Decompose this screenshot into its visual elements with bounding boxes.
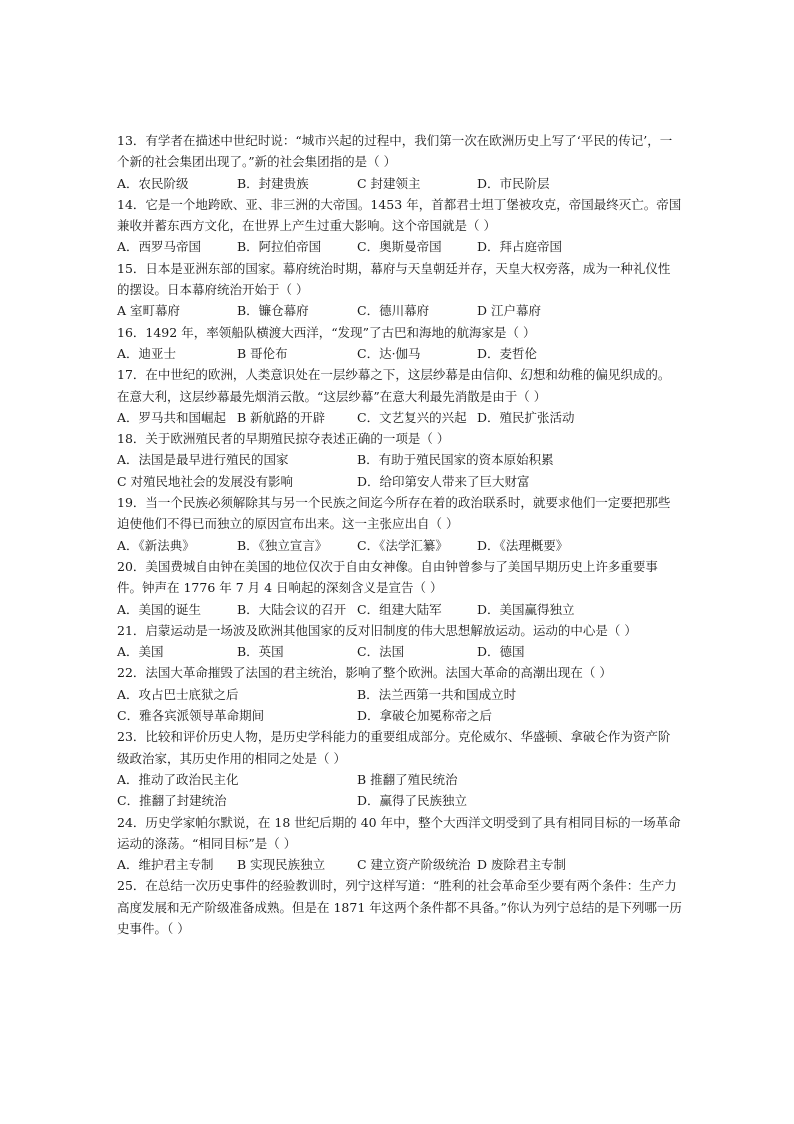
option-d[interactable]: D．赢得了民族独立 [357,793,468,809]
options-row [117,684,682,705]
option-d[interactable]: D．美国赢得独立 [477,601,575,617]
option-c[interactable]: C 建立资产阶级统治 [357,857,471,873]
question-stem: 17．在中世纪的欧洲，人类意识处在一层纱幕之下，这层纱幕是由信仰、幻想和幼稚的偏见织成的。在意大利，这层纱幕最先烟消云散。“这层纱幕”在意大利最先消散是由于（ ） [117,367,671,404]
question-item [117,556,682,620]
option-d[interactable]: D．拿破仑加冕称帝之后 [357,708,493,724]
options-row [117,343,682,364]
options-row [117,535,682,556]
question-item [117,726,682,811]
option-c[interactable]: C．《法学汇纂》 [357,537,448,553]
option-b[interactable]: B 新航路的开辟 [237,409,326,425]
question-stem: 19．当一个民族必须解除其与另一个民族之间迄今所存在着的政治联系时，就要求他们一定要把那些迫使他们不得已而独立的原因宣布出来。这一主张应出自（ ） [117,495,671,532]
options-row [117,705,682,726]
option-b[interactable]: B．大陆会议的召开 [237,601,347,617]
option-b[interactable]: B．阿拉伯帝国 [237,239,322,255]
option-a[interactable]: A．迪亚士 [117,345,177,361]
option-b[interactable]: B．镰仓幕府 [237,303,309,319]
question-stem: 13．有学者在描述中世纪时说：“城市兴起的过程中，我们第一次在欧洲历史上写了‘平民的传记’，一个新的社会集团出现了。”新的社会集团指的是（ ） [117,133,673,170]
option-a[interactable]: A．法国是最早进行殖民的国家 [117,452,289,468]
option-d[interactable]: D 废除君主专制 [477,857,566,873]
question-item [117,428,682,492]
option-d[interactable]: D．拜占庭帝国 [477,239,563,255]
option-b[interactable]: B．法兰西第一共和国成立时 [357,686,517,702]
option-a[interactable]: A 室町幕府 [117,303,181,319]
options-row [117,173,682,194]
question-stem: 18．关于欧洲殖民者的早期殖民掠夺表述正确的一项是（ ） [117,431,450,447]
option-c[interactable]: C．雅各宾派领导革命期间 [117,708,265,724]
question-item [117,364,682,428]
question-item [117,662,682,726]
question-item [117,492,682,556]
question-stem: 16．1492 年，率领船队横渡大西洋，“发现”了古巴和海地的航海家是（ ） [117,324,536,340]
option-d[interactable]: D 江户幕府 [477,303,541,319]
options-row [117,471,682,492]
option-d[interactable]: D．殖民扩张活动 [477,409,575,425]
option-c[interactable]: C．推翻了封建统治 [117,793,227,809]
option-c[interactable]: C 封建领主 [357,175,421,191]
options-row [117,790,682,811]
question-item [117,322,682,365]
option-a[interactable]: A．《新法典》 [117,537,195,553]
option-a[interactable]: A．农民阶级 [117,175,189,191]
option-d[interactable]: D．《法理概要》 [477,537,569,553]
option-c[interactable]: C．奥斯曼帝国 [357,239,442,255]
option-a[interactable]: A．推动了政治民主化 [117,771,239,787]
option-c[interactable]: C 对殖民地社会的发展没有影响 [117,473,294,489]
option-a[interactable]: A．维护君主专制 [117,857,214,873]
question-stem: 20．美国费城自由钟在美国的地位仅次于自由女神像。自由钟曾参与了美国早期历史上许多重要事件。钟声在 1776 年 7 月 4 日响起的深刻含义是宣告（ ） [117,558,658,596]
options-row [117,236,682,257]
option-c[interactable]: C．德川幕府 [357,303,430,319]
options-row [117,300,682,321]
option-b[interactable]: B 实现民族独立 [237,857,326,873]
option-b[interactable]: B．《独立宣言》 [237,537,328,553]
options-row [117,599,682,620]
options-row [117,769,682,790]
option-c[interactable]: C．文艺复兴的兴起 [357,409,467,425]
question-item [117,620,682,663]
option-d[interactable]: D．给印第安人带来了巨大财富 [357,473,530,489]
question-stem: 24．历史学家帕尔默说，在 18 世纪后期的 40 年中，整个大西洋文明受到了具有相同目标的一场革命运动的涤荡。“相同目标”是（ ） [117,814,681,851]
option-d[interactable]: D．麦哲伦 [477,345,538,361]
option-b[interactable]: B．封建贵族 [237,175,309,191]
option-a[interactable]: A．罗马共和国崛起 [117,409,227,425]
option-a[interactable]: A．美国的诞生 [117,601,202,617]
option-b[interactable]: B 哥伦布 [237,345,288,361]
option-c[interactable]: C．组建大陆军 [357,601,442,617]
option-a[interactable]: A．美国 [117,644,164,660]
options-row [117,407,682,428]
question-stem: 25．在总结一次历史事件的经验教训时，列宁这样写道：“胜利的社会革命至少要有两个条件：生产力高度发展和无产阶级准备成熟。但是在 1871 年这两个条件都不具备。”你认为列宁总结的是下列哪一历史事件。（ ） [117,878,682,936]
question-stem: 23．比较和评价历史人物，是历史学科能力的重要组成部分。克伦威尔、华盛顿、拿破仑作为资产阶级政治家，其历史作用的相同之处是（ ） [117,729,671,766]
options-row [117,641,682,662]
options-row [117,449,682,470]
question-stem: 21．启蒙运动是一场波及欧洲其他国家的反对旧制度的伟大思想解放运动。运动的中心是（ ） [117,622,637,638]
question-list [117,130,682,939]
question-stem: 14．它是一个地跨欧、亚、非三洲的大帝国。1453 年，首都君士坦丁堡被攻克，帝国最终灭亡。帝国兼收并蓄东西方文化，在世界上产生过重大影响。这个帝国就是（ ） [117,196,682,234]
options-row [117,854,682,875]
option-a[interactable]: A．攻占巴士底狱之后 [117,686,239,702]
option-b[interactable]: B．有助于殖民国家的资本原始积累 [357,452,554,468]
question-item [117,875,682,939]
option-a[interactable]: A．西罗马帝国 [117,239,202,255]
option-d[interactable]: D．德国 [477,644,525,660]
option-c[interactable]: C．达·伽马 [357,345,421,361]
question-item [117,812,682,876]
question-item [117,258,682,322]
question-stem: 22．法国大革命摧毁了法国的君主统治，影响了整个欧洲。法国大革命的高潮出现在（ ） [117,665,612,681]
option-b[interactable]: B 推翻了殖民统治 [357,771,458,787]
option-b[interactable]: B．英国 [237,644,284,660]
option-d[interactable]: D．市民阶层 [477,175,550,191]
question-item [117,130,682,194]
question-stem: 15．日本是亚洲东部的国家。幕府统治时期，幕府与天皇朝廷并存，天皇大权旁落，成为一种礼仪性的摆设。日本幕府统治开始于（ ） [117,260,671,298]
question-item [117,194,682,258]
option-c[interactable]: C．法国 [357,644,405,660]
